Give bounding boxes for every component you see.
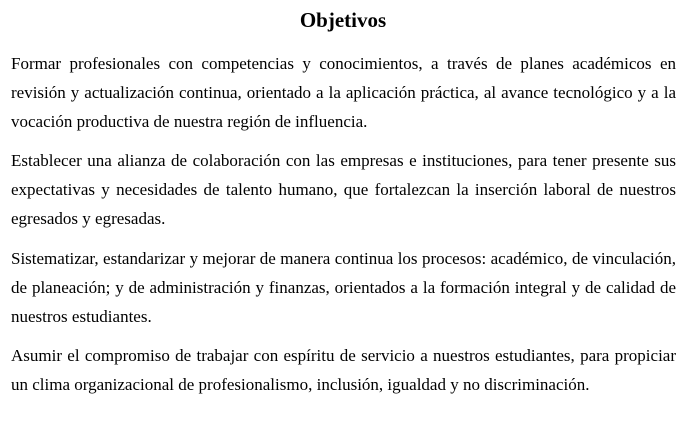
objective-paragraph-3: Sistematizar, estandarizar y mejorar de manera continua los procesos: académico, de vinculación, de planeación; y de administración y finanzas, orientados a la formación integral y de calidad de nuestros estudiantes.	[11, 249, 676, 326]
objective-paragraph-1: Formar profesionales con competencias y conocimientos, a través de planes académicos en revisión y actualización continua, orientado a la aplicación práctica, al avance tecnológico y a la vocación productiva de nuestra región de influencia.	[11, 54, 676, 131]
objective-paragraph-2: Establecer una alianza de colaboración con las empresas e instituciones, para tener presente sus expectativas y necesidades de talento humano, que fortalezcan la inserción laboral de nuestros egresados y egresadas.	[11, 151, 676, 228]
objective-paragraph-4: Asumir el compromiso de trabajar con espíritu de servicio a nuestros estudiantes, para propiciar un clima organizacional de profesionalismo, inclusión, igualdad y no discriminación.	[11, 346, 676, 394]
page-title: Objetivos	[299, 8, 387, 32]
